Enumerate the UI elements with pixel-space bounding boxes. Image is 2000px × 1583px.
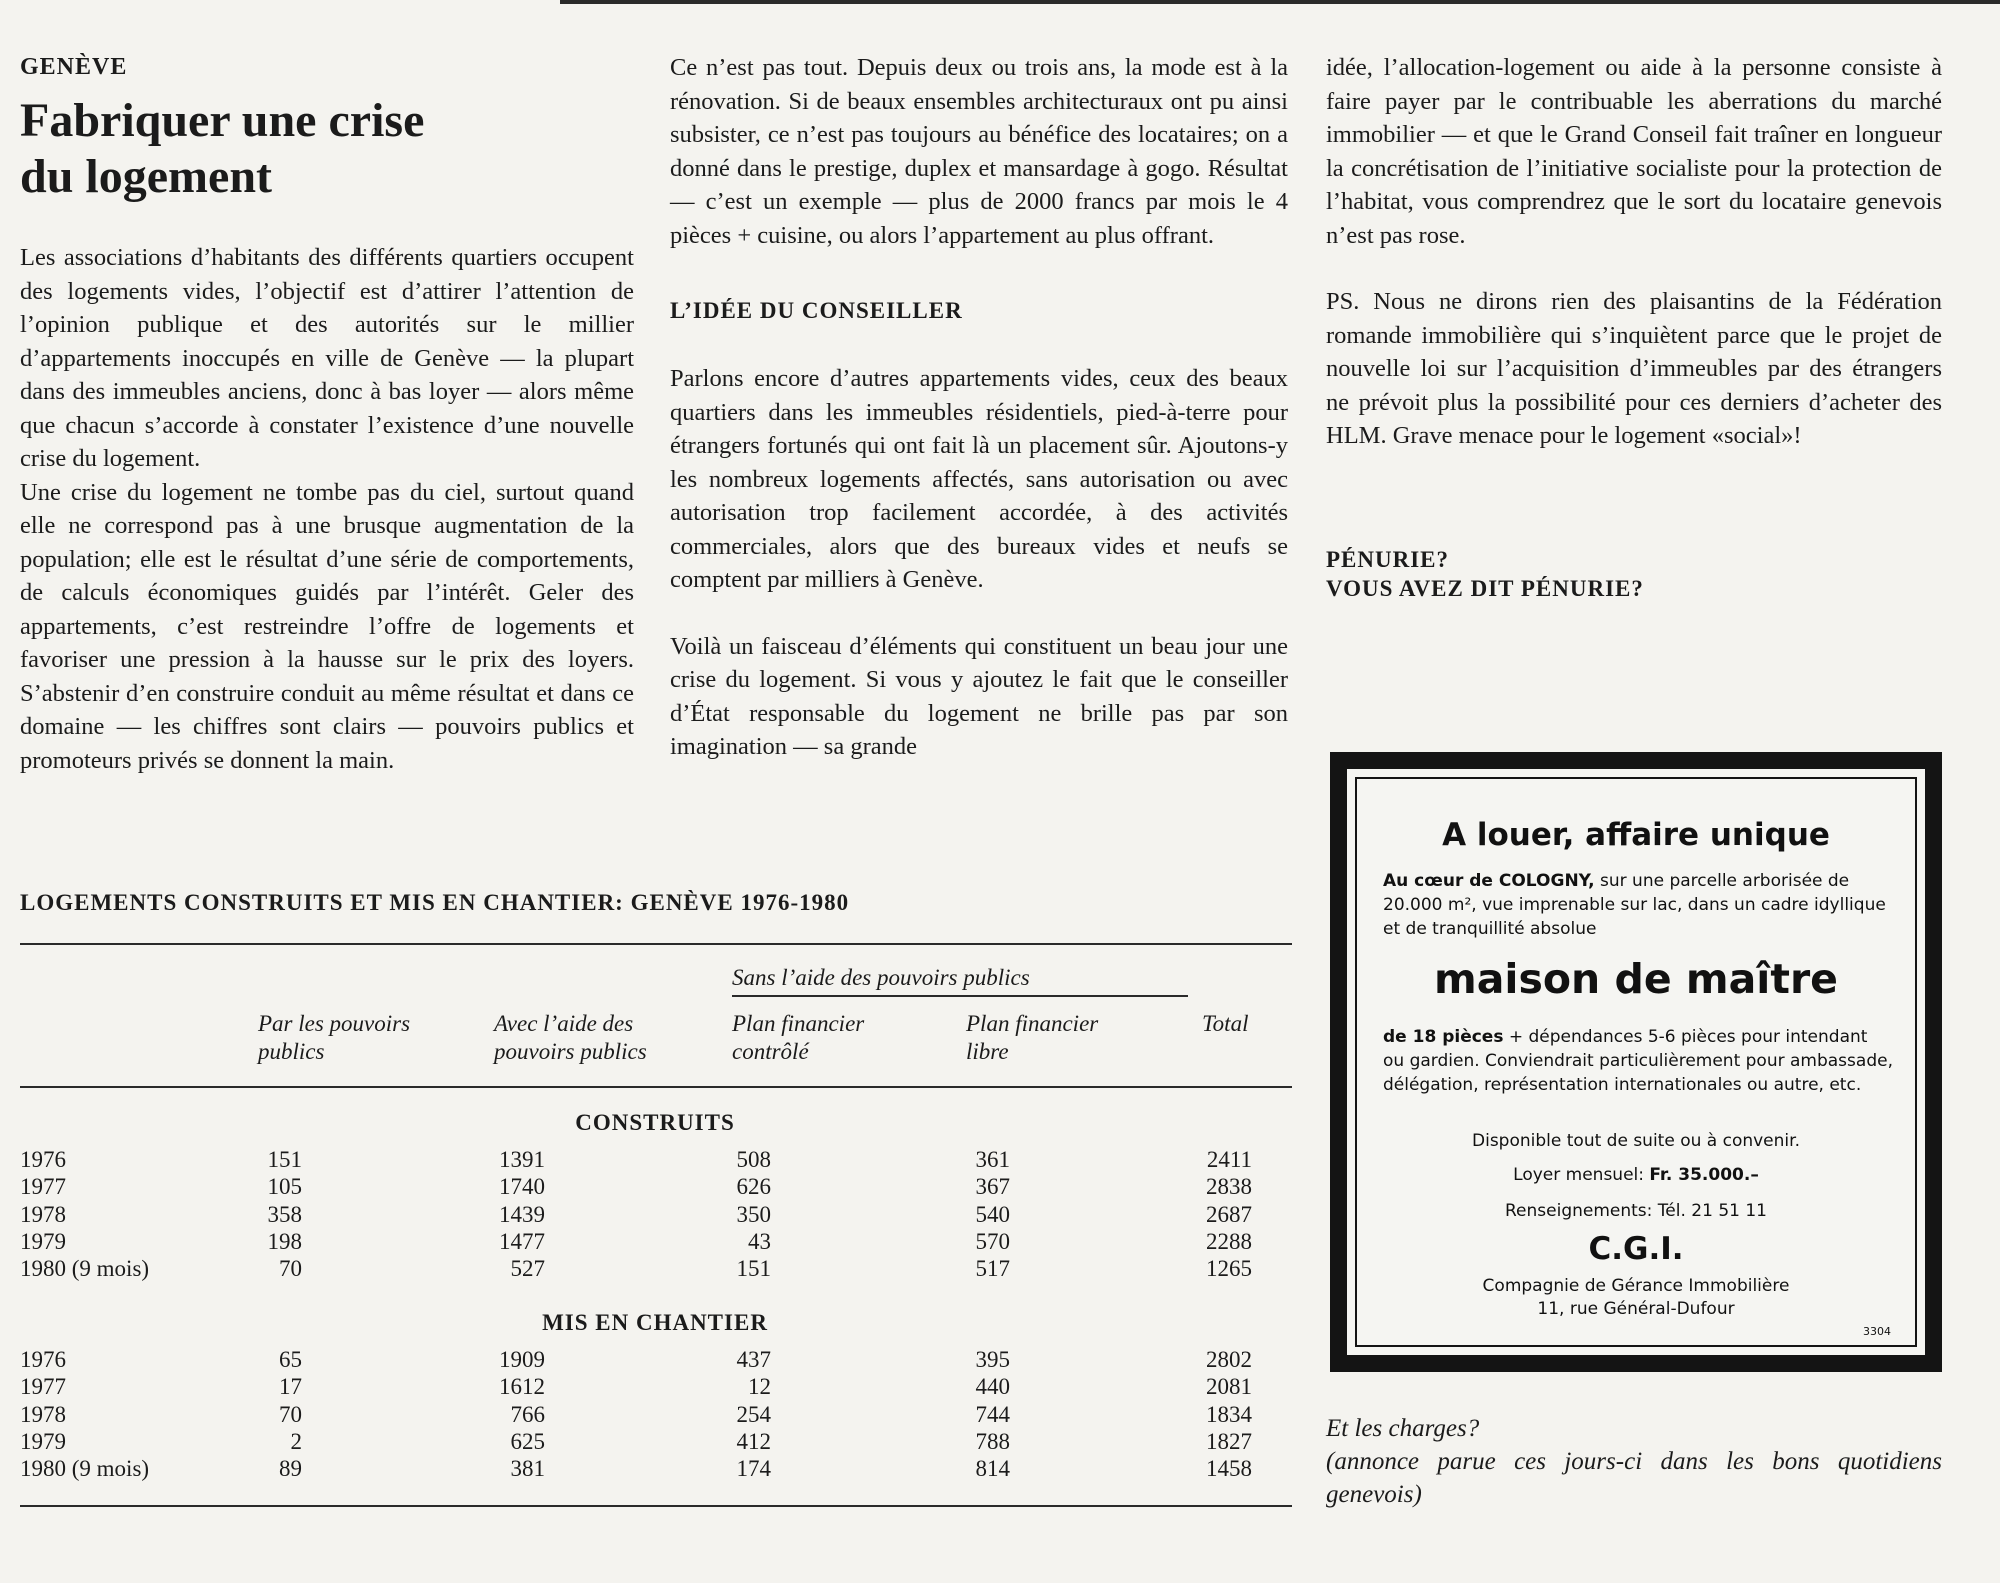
avec-cell: 381 xyxy=(510,1456,545,1482)
article-column-3 xyxy=(1326,51,1942,603)
libre-cell: 517 xyxy=(975,1256,1010,1282)
total-cell: 1265 xyxy=(1206,1256,1252,1282)
header-par-pouvoirs-publics: Par les pouvoirs publics xyxy=(258,1011,411,1064)
year-cell: 1978 xyxy=(20,1201,66,1227)
year-cell: 1979 xyxy=(20,1228,66,1254)
col2-subhead: L’IDÉE DU CONSEILLER xyxy=(670,298,963,323)
col1-paragraph-2: Une crise du logement ne tombe pas du ciel, surtout quand elle ne correspond pas à une brusque augmentation de la population; elle est le résultat d’une série de comportements, de calculs économiques guidés par l’intérêt. Geler des appartements, c’est restreindre l’offre de logements et favoriser une pression à la hausse sur le prix des loyers. S’abstenir d’en construire conduit au même résultat et dans ce domaine — les chiffres sont clairs — pouvoirs publics et promoteurs privés se donnent la main. xyxy=(20,478,634,774)
avec-cell: 527 xyxy=(510,1256,545,1282)
table-top-rule xyxy=(20,943,1292,945)
year-cell: 1979 xyxy=(20,1428,66,1454)
par-cell: 198 xyxy=(267,1228,302,1254)
ad-contact-value: Tél. 21 51 11 xyxy=(1657,1201,1767,1221)
year-cell: 1977 xyxy=(20,1174,66,1200)
ad-company-full: Compagnie de Gérance Immobilière xyxy=(1482,1276,1790,1296)
header-avec-aide: Avec l’aide des pouvoirs publics xyxy=(494,1011,647,1064)
total-cell: 1827 xyxy=(1206,1428,1252,1454)
libre-cell: 361 xyxy=(975,1147,1010,1172)
avec-cell: 1612 xyxy=(499,1374,545,1400)
article-column-1 xyxy=(20,54,634,777)
caption-line-2: (annonce parue ces jours-ci dans les bons quotidiens genevois) xyxy=(1326,1448,1942,1508)
total-cell: 2687 xyxy=(1206,1201,1252,1227)
col3-paragraph-2: PS. Nous ne dirons rien des plaisantins de la Fédération romande immobilière qui s’inquiètent parce que le projet de nouvelle loi sur l’acquisition d’immeubles par des étrangers ne prévoit plus la possibilité pour ces derniers d’acheter des HLM. Grave menace pour le logement «social»! xyxy=(1326,288,1942,449)
avec-cell: 766 xyxy=(510,1401,545,1427)
headline-line-1: Fabriquer une crise xyxy=(20,94,425,147)
year-cell: 1978 xyxy=(20,1401,66,1427)
ad-title: maison de maître xyxy=(1434,955,1838,1003)
par-cell: 70 xyxy=(279,1256,302,1282)
advertisement xyxy=(1330,752,1942,1372)
year-cell: 1976 xyxy=(20,1347,66,1372)
article-kicker: GENÈVE xyxy=(20,54,128,80)
libre-cell: 367 xyxy=(975,1174,1010,1200)
ad-company: C.G.I. xyxy=(1588,1231,1684,1267)
total-cell: 2802 xyxy=(1206,1347,1252,1372)
table-title: LOGEMENTS CONSTRUITS ET MIS EN CHANTIER: GENÈVE 1976-1980 xyxy=(20,890,850,915)
col3-subhead-line-1: PÉNURIE? xyxy=(1326,546,1450,572)
col3-paragraph-1: idée, l’allocation-logement ou aide à la personne consiste à faire payer par le contribuable les aberrations du marché immobilier — et que le Grand Conseil fait traîner en longueur la concrétisation de l’initiative socialiste pour la protection de l’habitat, vous comprendrez que le sort du locataire genevois n’est pas rose. xyxy=(1326,54,1942,249)
group-header-rule xyxy=(732,995,1188,997)
col2-paragraph-2: Parlons encore d’autres appartements vides, ceux des beaux quartiers dans les immeubles résidentiels, pied-à-terre pour étrangers fortunés qui ont fait là un placement sûr. Ajoutons-y les nombreux logements affectés, sans autorisation ou avec autorisation trop facilement accordée, à des activités commerciales, alors que des bureaux vides et neufs se comptent par milliers à Genève. xyxy=(670,365,1288,593)
controle-cell: 151 xyxy=(736,1256,771,1282)
col1-paragraph-1: Les associations d’habitants des différents quartiers occupent des logements vides, l’objectif est d’attirer l’attention de l’opinion publique et des autorités sur le millier d’appartements inoccupés en ville de Genève — la plupart dans des immeubles anciens, donc à bas loyer — alors même que chacun s’accorde à constater l’existence d’une nouvelle crise du logement. xyxy=(20,244,634,472)
ad-rent-label: Loyer mensuel: xyxy=(1513,1165,1644,1185)
controle-cell: 43 xyxy=(748,1228,771,1254)
ad-intro-bold: Au cœur de COLOGNY, xyxy=(1383,871,1595,891)
year-cell: 1980 (9 mois) xyxy=(20,1256,150,1282)
headline-line-2: du logement xyxy=(20,150,272,203)
article-column-2 xyxy=(670,51,1288,764)
controle-cell: 437 xyxy=(736,1347,771,1372)
libre-cell: 570 xyxy=(975,1228,1010,1254)
avec-cell: 625 xyxy=(510,1428,545,1454)
year-cell: 1980 (9 mois) xyxy=(20,1456,150,1482)
libre-cell: 744 xyxy=(975,1401,1010,1427)
avec-cell: 1740 xyxy=(499,1174,545,1200)
ad-availability: Disponible tout de suite ou à convenir. xyxy=(1472,1131,1800,1151)
par-cell: 89 xyxy=(279,1456,302,1482)
controle-cell: 174 xyxy=(736,1456,771,1482)
total-cell: 1458 xyxy=(1206,1456,1252,1482)
header-plan-controle: Plan financier contrôlé xyxy=(732,1011,865,1064)
total-cell: 2838 xyxy=(1206,1174,1252,1200)
table-header-rule xyxy=(20,1086,1292,1088)
par-cell: 2 xyxy=(290,1428,302,1454)
libre-cell: 395 xyxy=(975,1347,1010,1372)
libre-cell: 540 xyxy=(975,1201,1010,1227)
controle-cell: 350 xyxy=(736,1201,771,1227)
ad-caption xyxy=(1326,1412,1942,1511)
libre-cell: 440 xyxy=(975,1374,1010,1400)
header-plan-libre: Plan financier libre xyxy=(966,1011,1099,1064)
ad-description-bold: de 18 pièces xyxy=(1383,1027,1504,1047)
par-cell: 17 xyxy=(279,1374,302,1400)
group-header: Sans l’aide des pouvoirs publics xyxy=(732,965,1030,990)
avec-cell: 1391 xyxy=(499,1147,545,1172)
total-cell: 1834 xyxy=(1206,1401,1252,1427)
ad-intro-text: sur une parcelle arborisée de 20.000 m², vue imprenable sur lac, dans un cadre idyllique et de tranquillité absolue xyxy=(1383,871,1886,939)
par-cell: 70 xyxy=(279,1401,302,1427)
section-mis-en-chantier: MIS EN CHANTIER xyxy=(542,1310,768,1335)
ad-description xyxy=(1383,1025,1893,1097)
controle-cell: 508 xyxy=(736,1147,771,1172)
ad-headline: A louer, affaire unique xyxy=(1442,817,1830,853)
total-cell: 2411 xyxy=(1206,1147,1252,1172)
caption-line-1: Et les charges? xyxy=(1326,1415,1480,1442)
top-rule xyxy=(560,0,2000,4)
libre-cell: 788 xyxy=(975,1428,1010,1454)
libre-cell: 814 xyxy=(975,1456,1010,1482)
ad-contact xyxy=(1347,1201,1925,1221)
advertisement-inner xyxy=(1347,769,1925,1355)
col3-subhead-line-2: VOUS AVEZ DIT PÉNURIE? xyxy=(1326,575,1644,601)
avec-cell: 1477 xyxy=(499,1228,545,1254)
par-cell: 151 xyxy=(267,1147,302,1172)
par-cell: 105 xyxy=(267,1174,302,1200)
par-cell: 358 xyxy=(267,1201,302,1227)
header-total: Total xyxy=(1202,1011,1249,1036)
ad-description-text: + dépendances 5-6 pièces pour intendant ou gardien. Conviendrait particulièrement pour ambassade, délégation, représentation internationales ou autre, etc. xyxy=(1383,1027,1893,1095)
total-cell: 2288 xyxy=(1206,1228,1252,1254)
table-bottom-rule xyxy=(20,1505,1292,1507)
ad-intro xyxy=(1383,869,1893,941)
total-cell: 2081 xyxy=(1206,1374,1252,1400)
col3-subhead xyxy=(1326,545,1942,603)
ad-rent xyxy=(1347,1165,1925,1185)
controle-cell: 12 xyxy=(748,1374,771,1400)
col2-paragraph-3: Voilà un faisceau d’éléments qui constituent un beau jour une crise du logement. Si vous y ajoutez le fait que le conseiller d’État responsable du logement ne brille pas par son imagination — sa grande xyxy=(670,632,1288,760)
controle-cell: 412 xyxy=(736,1428,771,1454)
year-cell: 1977 xyxy=(20,1374,66,1400)
ad-address: 11, rue Général-Dufour xyxy=(1537,1299,1735,1319)
ad-contact-label: Renseignements: xyxy=(1505,1201,1653,1221)
controle-cell: 626 xyxy=(736,1174,771,1200)
article-headline xyxy=(20,93,634,205)
ad-reference: 3304 xyxy=(1863,1325,1891,1338)
avec-cell: 1909 xyxy=(499,1347,545,1372)
controle-cell: 254 xyxy=(736,1401,771,1427)
section-construits: CONSTRUITS xyxy=(575,1110,735,1135)
avec-cell: 1439 xyxy=(499,1201,545,1227)
ad-rent-value: Fr. 35.000.– xyxy=(1649,1165,1759,1185)
col2-paragraph-1: Ce n’est pas tout. Depuis deux ou trois ans, la mode est à la rénovation. Si de beaux ensembles architecturaux ont pu ainsi subsister, ce n’est pas toujours au bénéfice des locataires; on a donné dans le prestige, duplex et mansardage à gogo. Résultat — c’est un exemple — plus de 2000 francs par mois le 4 pièces + cuisine, ou alors l’appartement au plus offrant. xyxy=(670,54,1288,249)
year-cell: 1976 xyxy=(20,1147,66,1172)
par-cell: 65 xyxy=(279,1347,302,1372)
